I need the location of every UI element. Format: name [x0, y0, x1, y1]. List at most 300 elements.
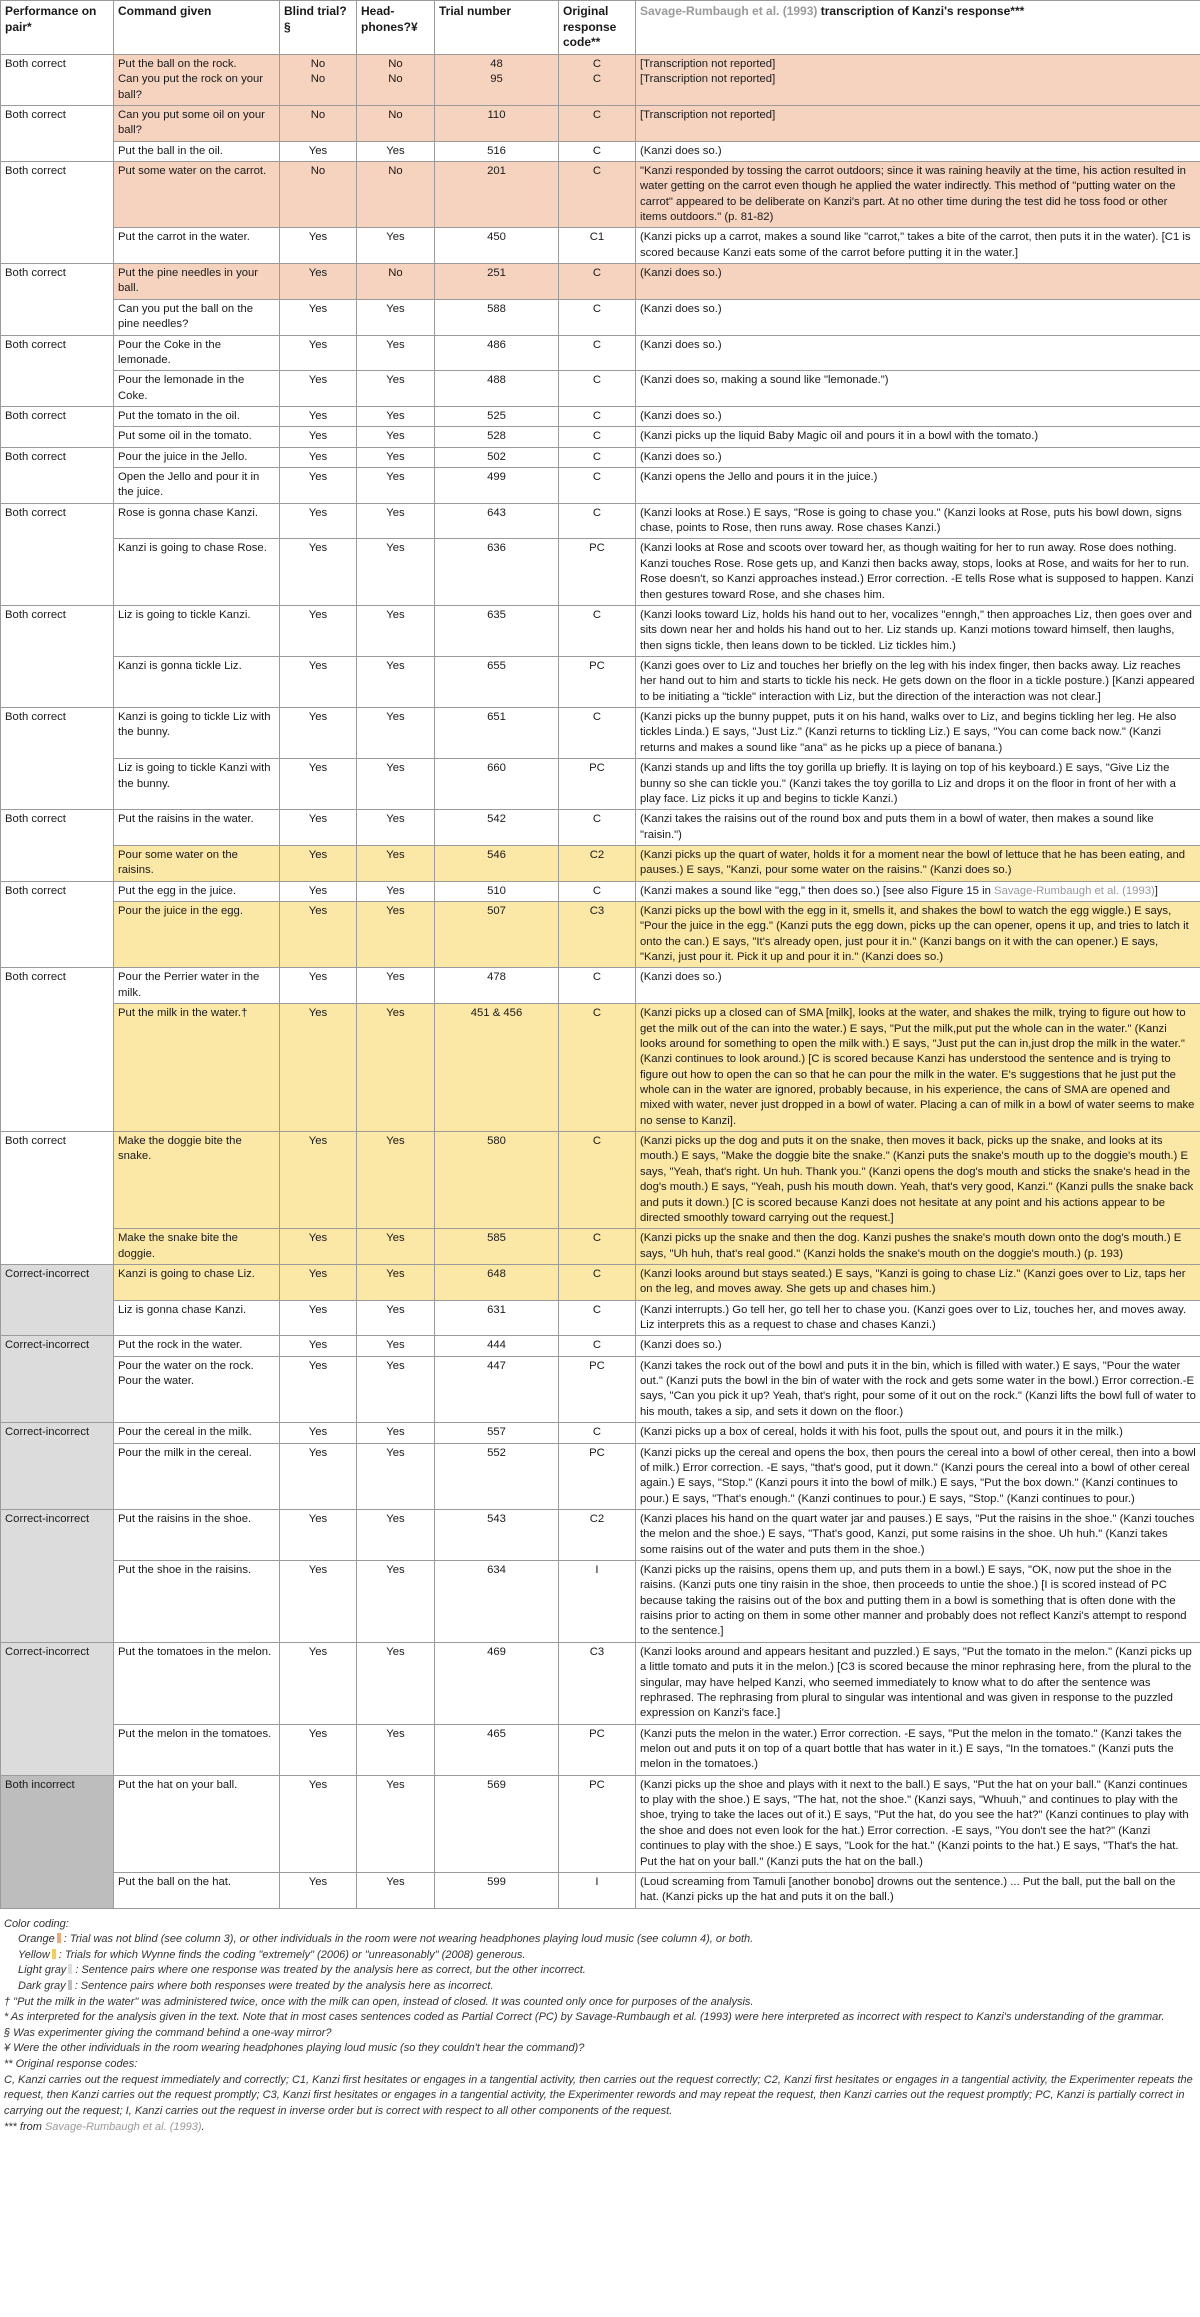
command-cell: Liz is going to tickle Kanzi.	[114, 605, 280, 656]
transcription-cell: (Kanzi takes the rock out of the bowl and puts it in the bin, which is filled with water.) E says, "Pour the water out." (Kanzi puts the bowl in the bin of water with the rock and gets some water in the bowl.) Error correction.-E says, "Can you pick it up? Yeah, that's right, pour some of it out on the rock." (Kanzi lifts the bowl full of water to his mouth, takes a sip, and sets it down on the floor.)	[636, 1356, 1200, 1422]
dark-gray-swatch	[68, 1980, 72, 1990]
headphones-cell: Yes	[357, 1724, 435, 1775]
blind-trial-cell: Yes	[280, 657, 357, 708]
trial-number-cell: 635	[435, 605, 559, 656]
response-code-cell: C	[559, 427, 636, 447]
headphones-cell: Yes	[357, 605, 435, 656]
table-row	[1, 1132, 1200, 1229]
table-row	[1, 468, 1200, 504]
table-row	[1, 1724, 1200, 1775]
table-row	[1, 264, 1200, 300]
response-code-cell: C	[559, 299, 636, 335]
trial-number-cell: 507	[435, 902, 559, 968]
trial-number-cell: 636	[435, 539, 559, 605]
command-cell: Make the snake bite the doggie.	[114, 1229, 280, 1265]
performance-cell: Both correct	[1, 881, 114, 968]
command-cell: Pour the milk in the cereal.	[114, 1443, 280, 1509]
table-row	[1, 1300, 1200, 1336]
table-row	[1, 708, 1200, 759]
blind-trial-cell: Yes	[280, 1872, 357, 1908]
blind-trial-cell: Yes	[280, 1724, 357, 1775]
response-code-cell: C	[559, 406, 636, 426]
blind-trial-cell: Yes	[280, 264, 357, 300]
response-code-cell: PC	[559, 1724, 636, 1775]
transcription-cell	[636, 881, 1200, 901]
blind-trial-cell: Yes	[280, 1300, 357, 1336]
command-cell: Put the milk in the water.†	[114, 1004, 280, 1132]
response-code-cell: C	[559, 881, 636, 901]
trial-number-cell: 48 95	[435, 54, 559, 105]
table-row	[1, 447, 1200, 467]
note-darkgray	[4, 1979, 1196, 1995]
transcription-cell: (Kanzi interrupts.) Go tell her, go tell her to chase you. (Kanzi goes over to Liz, touches her, and moves away. Liz interprets this as a request to chase and chases Kanzi.)	[636, 1300, 1200, 1336]
command-cell: Put some water on the carrot.	[114, 161, 280, 227]
command-cell: Put the tomatoes in the melon.	[114, 1642, 280, 1724]
transcription-cell: (Kanzi picks up a box of cereal, holds it with his foot, pulls the spout out, and pours it in the milk.)	[636, 1423, 1200, 1443]
transcription-cell: (Kanzi does so.)	[636, 335, 1200, 371]
table-row	[1, 141, 1200, 161]
table-row	[1, 427, 1200, 447]
note-codes-title: ** Original response codes:	[4, 2058, 138, 2071]
headphones-cell: Yes	[357, 1775, 435, 1872]
blind-trial-cell: Yes	[280, 881, 357, 901]
command-cell: Liz is going to tickle Kanzi with the bunny.	[114, 759, 280, 810]
trial-number-cell: 110	[435, 105, 559, 141]
transcription-cell: (Kanzi picks up the bowl with the egg in it, smells it, and shakes the bowl to watch the egg wiggle.) E says, "Pour the juice in the egg." (Kanzi puts the egg down, picks up the can opener, opens it up, and tries to latch it onto the can.) E says, "It's already open, just pour it in." (Kanzi bangs on it with the can opener.) E says, "Kanzi, just pour it. Pick it up and pour it in." (Kanzi does so.)	[636, 902, 1200, 968]
note-yellow	[4, 1948, 1196, 1964]
trial-number-cell: 569	[435, 1775, 559, 1872]
blind-trial-cell: No No	[280, 54, 357, 105]
response-code-cell: PC	[559, 1443, 636, 1509]
trial-number-cell: 643	[435, 503, 559, 539]
trial-number-cell: 585	[435, 1229, 559, 1265]
trial-number-cell: 510	[435, 881, 559, 901]
trial-number-cell: 478	[435, 968, 559, 1004]
table-row	[1, 881, 1200, 901]
performance-cell: Correct-incorrect	[1, 1336, 114, 1423]
blind-trial-cell: Yes	[280, 1229, 357, 1265]
transcription-cell: "Kanzi responded by tossing the carrot outdoors; since it was raining heavily at the time, his action resulted in water getting on the carrot even though he applied the water indirectly. This method of "putting water on the carrot" appeared to be deliberate on Kanzi's part. At no other time during the test did he toss food or other items outdoors." (p. 81-82)	[636, 161, 1200, 227]
transcription-cell: [Transcription not reported]	[636, 105, 1200, 141]
headphones-cell: Yes	[357, 1872, 435, 1908]
response-code-cell: C3	[559, 902, 636, 968]
command-cell: Kanzi is gonna tickle Liz.	[114, 657, 280, 708]
table-row	[1, 54, 1200, 105]
command-cell: Put the pine needles in your ball.	[114, 264, 280, 300]
response-code-cell: C	[559, 371, 636, 407]
headphones-cell: Yes	[357, 1132, 435, 1229]
headphones-cell: Yes	[357, 468, 435, 504]
transcription-text-end: ]	[1154, 884, 1158, 897]
response-code-cell: PC	[559, 1356, 636, 1422]
command-cell: Pour the Coke in the lemonade.	[114, 335, 280, 371]
headphones-cell: Yes	[357, 1336, 435, 1356]
response-code-cell: C C	[559, 54, 636, 105]
table-row	[1, 1872, 1200, 1908]
performance-cell: Both correct	[1, 503, 114, 605]
headphones-cell: Yes	[357, 708, 435, 759]
command-cell: Put the ball on the hat.	[114, 1872, 280, 1908]
response-code-cell: C	[559, 1300, 636, 1336]
trial-number-cell: 543	[435, 1509, 559, 1560]
command-cell: Put the shoe in the raisins.	[114, 1561, 280, 1643]
blind-trial-cell: Yes	[280, 968, 357, 1004]
transcription-cell: (Kanzi goes over to Liz and touches her briefly on the leg with his index finger, then backs away. Liz reaches her hand out to him and starts to tickle his neck. He gets down on the floor in a tickle posture.) [Kanzi appeared to be initiating a "tickle" interaction with Liz, but the direction of the interaction was not clear.]	[636, 657, 1200, 708]
command-cell: Can you put the ball on the pine needles?	[114, 299, 280, 335]
note-triple-star	[4, 2120, 1196, 2136]
performance-cell: Both correct	[1, 708, 114, 810]
performance-cell: Both incorrect	[1, 1775, 114, 1908]
note-darkgray-label: Dark gray	[18, 1980, 66, 1993]
command-cell: Pour some water on the raisins.	[114, 845, 280, 881]
transcription-cell: (Kanzi picks up a carrot, makes a sound like "carrot," takes a bite of the carrot, then puts it in the water). [C1 is scored because Kanzi eats some of the carrot before putting it in the water.]	[636, 228, 1200, 264]
command-cell: Put some oil in the tomato.	[114, 427, 280, 447]
headphones-cell: Yes	[357, 1229, 435, 1265]
table-row	[1, 406, 1200, 426]
response-code-cell: PC	[559, 539, 636, 605]
trial-number-cell: 450	[435, 228, 559, 264]
table-row	[1, 503, 1200, 539]
response-code-cell: C	[559, 1229, 636, 1265]
transcription-cell: (Kanzi puts the melon in the water.) Error correction. -E says, "Put the melon in the tomato." (Kanzi takes the melon out and puts it on top of a quart bottle that has water in it.) E says, "In the tomatoes." (Kanzi puts the melon in the tomatoes.)	[636, 1724, 1200, 1775]
response-code-cell: C	[559, 605, 636, 656]
header-transcription	[636, 1, 1200, 55]
note-orange-text: : Trial was not blind (see column 3), or other individuals in the room were not wearing headphones playing loud music (see column 4), or both.	[63, 1933, 754, 1946]
transcription-cell: (Kanzi picks up the quart of water, holds it for a moment near the bowl of lettuce that he has been eating, and pauses.) E says, "Kanzi, pour some water on the raisins." (Kanzi does so.)	[636, 845, 1200, 881]
blind-trial-cell: No	[280, 105, 357, 141]
performance-cell: Both correct	[1, 968, 114, 1132]
trial-number-cell: 251	[435, 264, 559, 300]
response-code-cell: C	[559, 1336, 636, 1356]
note-section: § Was experimenter giving the command behind a one-way mirror?	[4, 2026, 332, 2039]
headphones-cell: Yes	[357, 299, 435, 335]
command-cell: Put the carrot in the water.	[114, 228, 280, 264]
note-yellow-text: : Trials for which Wynne finds the coding "extremely" (2006) or "unreasonably" (2008) generous.	[58, 1948, 526, 1961]
blind-trial-cell: Yes	[280, 427, 357, 447]
trial-number-cell: 580	[435, 1132, 559, 1229]
headphones-cell: Yes	[357, 1423, 435, 1443]
header-transcription-citation: Savage-Rumbaugh et al. (1993)	[640, 4, 818, 18]
trial-number-cell: 542	[435, 810, 559, 846]
blind-trial-cell: Yes	[280, 141, 357, 161]
performance-cell: Both correct	[1, 264, 114, 335]
transcription-cell: (Kanzi does so.)	[636, 447, 1200, 467]
headphones-cell: Yes	[357, 657, 435, 708]
response-code-cell: C3	[559, 1642, 636, 1724]
response-code-cell: C	[559, 161, 636, 227]
response-code-cell: C2	[559, 845, 636, 881]
blind-trial-cell: Yes	[280, 1356, 357, 1422]
trial-number-cell: 451 & 456	[435, 1004, 559, 1132]
response-code-cell: PC	[559, 759, 636, 810]
trial-number-cell: 552	[435, 1443, 559, 1509]
table-notes	[0, 1909, 1200, 2136]
table-row	[1, 539, 1200, 605]
blind-trial-cell: Yes	[280, 605, 357, 656]
note-darkgray-text: : Sentence pairs where both responses were treated by the analysis here as incorrect.	[74, 1980, 494, 1993]
header-code: Original response code**	[559, 1, 636, 55]
response-code-cell: C	[559, 264, 636, 300]
blind-trial-cell: Yes	[280, 406, 357, 426]
transcription-text: (Kanzi makes a sound like "egg," then does so.) [see also Figure 15 in	[640, 884, 995, 897]
headphones-cell: Yes	[357, 141, 435, 161]
table-row	[1, 335, 1200, 371]
trial-number-cell: 631	[435, 1300, 559, 1336]
command-cell: Put the raisins in the water.	[114, 810, 280, 846]
performance-cell: Both correct	[1, 1132, 114, 1265]
blind-trial-cell: Yes	[280, 1443, 357, 1509]
performance-cell: Both correct	[1, 810, 114, 881]
response-code-cell: C	[559, 1132, 636, 1229]
headphones-cell: Yes	[357, 1561, 435, 1643]
note-dagger: † "Put the milk in the water" was administered twice, once with the milk can open, instead of closed. It was counted only once for purposes of the analysis.	[4, 1995, 754, 2008]
response-code-cell: C	[559, 1423, 636, 1443]
trial-number-cell: 499	[435, 468, 559, 504]
header-headphones: Head-phones?¥	[357, 1, 435, 55]
header-command: Command given	[114, 1, 280, 55]
response-code-cell: PC	[559, 657, 636, 708]
blind-trial-cell: Yes	[280, 503, 357, 539]
blind-trial-cell: Yes	[280, 1775, 357, 1872]
transcription-cell: (Kanzi picks up the snake and then the dog. Kanzi pushes the snake's mouth down onto the dog's mouth.) E says, "Uh huh, that's real good." (Kanzi holds the snake's mouth on the doggie's mouth.) (p. 193)	[636, 1229, 1200, 1265]
table-body	[1, 54, 1200, 1908]
command-cell: Pour the Perrier water in the milk.	[114, 968, 280, 1004]
response-code-cell: C	[559, 503, 636, 539]
trial-number-cell: 201	[435, 161, 559, 227]
table-row	[1, 1423, 1200, 1443]
command-cell: Pour the water on the rock. Pour the water.	[114, 1356, 280, 1422]
performance-cell: Both correct	[1, 447, 114, 503]
blind-trial-cell: Yes	[280, 1336, 357, 1356]
header-transcription-label: transcription of Kanzi's response***	[817, 4, 1025, 18]
command-cell: Put the tomato in the oil.	[114, 406, 280, 426]
header-performance: Performance on pair*	[1, 1, 114, 55]
trial-number-cell: 516	[435, 141, 559, 161]
blind-trial-cell: Yes	[280, 468, 357, 504]
trial-number-cell: 655	[435, 657, 559, 708]
table-row	[1, 161, 1200, 227]
command-cell: Can you put some oil on your ball?	[114, 105, 280, 141]
command-cell: Put the ball in the oil.	[114, 141, 280, 161]
table-row	[1, 371, 1200, 407]
header-trial: Trial number	[435, 1, 559, 55]
performance-cell: Both correct	[1, 335, 114, 406]
response-code-cell: C	[559, 105, 636, 141]
command-cell: Put the ball on the rock. Can you put the rock on your ball?	[114, 54, 280, 105]
note-yen: ¥ Were the other individuals in the room wearing headphones playing loud music (so they couldn't hear the command)?	[4, 2042, 585, 2055]
table-row	[1, 810, 1200, 846]
table-row	[1, 605, 1200, 656]
transcription-cell: (Kanzi picks up the raisins, opens them up, and puts them in a bowl.) E says, "OK, now put the shoe in the raisins. (Kanzi puts one tiny raisin in the shoe, then proceeds to untie the shoe.) [I is scored instead of PC because taking the raisins out of the box and putting them in a bowl is something that is often done with the raisins prior to acting on them in some other manner and probably does not reflect Kanzi's attempt to respond to the sentence.]	[636, 1561, 1200, 1643]
headphones-cell: Yes	[357, 902, 435, 968]
blind-trial-cell: Yes	[280, 1509, 357, 1560]
headphones-cell: Yes	[357, 371, 435, 407]
command-cell: Liz is gonna chase Kanzi.	[114, 1300, 280, 1336]
response-code-cell: C	[559, 810, 636, 846]
trial-number-cell: 488	[435, 371, 559, 407]
transcription-cell: (Kanzi does so.)	[636, 299, 1200, 335]
note-lightgray-text: : Sentence pairs where one response was treated by the analysis here as correct, but the other incorrect.	[75, 1964, 586, 1977]
trial-number-cell: 588	[435, 299, 559, 335]
performance-cell: Both correct	[1, 105, 114, 161]
table-row	[1, 105, 1200, 141]
header-blind: Blind trial? §	[280, 1, 357, 55]
command-cell: Pour the juice in the Jello.	[114, 447, 280, 467]
command-cell: Kanzi is going to tickle Liz with the bunny.	[114, 708, 280, 759]
table-row	[1, 759, 1200, 810]
performance-cell: Both correct	[1, 54, 114, 105]
blind-trial-cell: Yes	[280, 1004, 357, 1132]
blind-trial-cell: Yes	[280, 902, 357, 968]
transcription-cell: (Kanzi looks around and appears hesitant and puzzled.) E says, "Put the tomato in the melon." (Kanzi picks up a little tomato and puts it in the melon.) [C3 is scored because the minor rephrasing here, from the plural to the singular, may have helped Kanzi, who seemed immediately to know what to do after the sentence was rephrased. The rephrasing from plural to singular was intentional and was given in response to the puzzled expression on Kanzi's face.]	[636, 1642, 1200, 1724]
table-row	[1, 1356, 1200, 1422]
note-codes-text: C, Kanzi carries out the request immediately and correctly; C1, Kanzi first hesitates or engages in a tangential activity, then carries out the request correctly; C2, Kanzi first hesitates or engages in a tangential activity, the Experimenter repeats the request, then Kanzi carries out the request promptly; C3, Kanzi first hesitates or engages in a tangential activity, the Experimenter rewords and may repeat the request, then Kanzi carries out the request promptly; PC, Kanzi is partially correct in carrying out the request; I, Kanzi carries out the request in inverse order but is correct with respect to all other components of the request.	[4, 2073, 1193, 2117]
transcription-cell: (Kanzi picks up the shoe and plays with it next to the ball.) E says, "Put the hat on your ball." (Kanzi continues to play with the shoe.) E says, "The hat, not the shoe." (Kanzi says, "Whuuh," and continues to play with the shoe, trying to take the laces out of it.) E says, "Put the hat, do you see the hat?" (Kanzi continues to play with the shoe and does not even look for the hat.) Error correction. -E says, "You don't see the hat?" (Kanzi continues to play with the shoe.) E says, "Look for the hat." (Kanzi points to the hat.) E says, "That's the hat. Put the hat on your ball." (Kanzi puts the hat on the ball.)	[636, 1775, 1200, 1872]
performance-cell: Correct-incorrect	[1, 1642, 114, 1775]
headphones-cell: Yes	[357, 406, 435, 426]
blind-trial-cell: Yes	[280, 371, 357, 407]
note-triple-prefix: *** from	[4, 2120, 45, 2133]
table-row	[1, 1642, 1200, 1724]
command-cell: Kanzi is going to chase Rose.	[114, 539, 280, 605]
command-cell: Put the hat on your ball.	[114, 1775, 280, 1872]
headphones-cell: Yes	[357, 1264, 435, 1300]
table-row	[1, 1229, 1200, 1265]
blind-trial-cell: Yes	[280, 845, 357, 881]
headphones-cell: Yes	[357, 539, 435, 605]
note-lightgray-label: Light gray	[18, 1964, 67, 1977]
response-code-cell: C2	[559, 1509, 636, 1560]
command-cell: Kanzi is going to chase Liz.	[114, 1264, 280, 1300]
response-code-cell: C	[559, 1004, 636, 1132]
performance-cell: Both correct	[1, 161, 114, 263]
transcription-cell: (Kanzi opens the Jello and pours it in the juice.)	[636, 468, 1200, 504]
transcription-cell: (Kanzi picks up the dog and puts it on the snake, then moves it back, picks up the snake, and looks at its mouth.) E says, "Make the doggie bite the snake." (Kanzi puts the snake's mouth up to the doggie's mouth.) E says, "Yeah, that's right. Un huh. Thank you." (Kanzi opens the dog's mouth and sticks the snake's head in the dog's mouth.) E says, "Yeah, push his mouth down. Yeah, that's very good, Kanzi." (Kanzi pulls the snake back and puts it down.) [C is scored because Kanzi does not hesitate at any point and his actions appear to be directed smoothly toward carrying out the request.]	[636, 1132, 1200, 1229]
response-code-cell: C	[559, 1264, 636, 1300]
headphones-cell: No	[357, 264, 435, 300]
transcription-cell: (Kanzi stands up and lifts the toy gorilla up briefly. It is laying on top of his keyboard.) E says, "Give Liz the bunny so she can tickle you." (Kanzi takes the toy gorilla to Liz and drops it on the floor in front of her with a play face. Liz picks it up and begins to tickle Kanzi.)	[636, 759, 1200, 810]
headphones-cell: Yes	[357, 503, 435, 539]
transcription-cell: (Kanzi does so.)	[636, 968, 1200, 1004]
trial-number-cell: 465	[435, 1724, 559, 1775]
trial-number-cell: 525	[435, 406, 559, 426]
performance-cell: Both correct	[1, 605, 114, 707]
command-cell: Make the doggie bite the snake.	[114, 1132, 280, 1229]
blind-trial-cell: Yes	[280, 1561, 357, 1643]
transcription-cell: (Kanzi places his hand on the quart water jar and pauses.) E says, "Put the raisins in the shoe." (Kanzi touches the melon and the shoe.) E says, "That's good, Kanzi, put some raisins in the shoe. Uh huh." (Kanzi takes some raisins out of the water and puts them in the shoe.)	[636, 1509, 1200, 1560]
response-code-cell: C	[559, 447, 636, 467]
blind-trial-cell: No	[280, 161, 357, 227]
table-header	[1, 1, 1200, 55]
trial-number-cell: 651	[435, 708, 559, 759]
trial-number-cell: 447	[435, 1356, 559, 1422]
trial-number-cell: 634	[435, 1561, 559, 1643]
headphones-cell: No No	[357, 54, 435, 105]
table-row	[1, 1509, 1200, 1560]
table-row	[1, 1775, 1200, 1872]
response-code-cell: C	[559, 968, 636, 1004]
headphones-cell: Yes	[357, 845, 435, 881]
transcription-citation: Savage-Rumbaugh et al. (1993)	[994, 884, 1155, 897]
command-cell: Pour the cereal in the milk.	[114, 1423, 280, 1443]
table-row	[1, 1443, 1200, 1509]
trial-number-cell: 546	[435, 845, 559, 881]
command-cell: Open the Jello and pour it in the juice.	[114, 468, 280, 504]
note-orange	[4, 1932, 1196, 1948]
headphones-cell: Yes	[357, 1300, 435, 1336]
note-yellow-label: Yellow	[18, 1948, 50, 1961]
headphones-cell: Yes	[357, 1356, 435, 1422]
transcription-cell: (Kanzi takes the raisins out of the round box and puts them in a bowl of water, then makes a sound like "raisin.")	[636, 810, 1200, 846]
transcription-cell: (Kanzi picks up the cereal and opens the box, then pours the cereal into a bowl of other cereal, then into a bowl of milk.) Error correction. -E says, "that's good, put it down." (Kanzi pours the cereal into a bowl of other cereal again.) E says, "Stop." (Kanzi pours it into the bowl of milk.) E says, "Put the box down." (Kanzi continues to pour.) E says, "That's enough." (Kanzi continues to pour.) E says, "Stop." (Kanzi continues to pour.)	[636, 1443, 1200, 1509]
transcription-cell: (Kanzi picks up the liquid Baby Magic oil and pours it in a bowl with the tomato.)	[636, 427, 1200, 447]
blind-trial-cell: Yes	[280, 708, 357, 759]
note-lightgray	[4, 1963, 1196, 1979]
transcription-cell: (Kanzi looks at Rose and scoots over toward her, as though waiting for her to run away. Rose does nothing. Kanzi touches Rose. Rose gets up, and Kanzi then backs away, stops, looks at Rose, and waits for her to run. Rose doesn't, so Kanzi approaches instead.) Error correction. -E tells Rose what is supposed to happen. Kanzi then gestures toward Rose, and she chases him.	[636, 539, 1200, 605]
table-row	[1, 1264, 1200, 1300]
performance-cell: Correct-incorrect	[1, 1264, 114, 1335]
headphones-cell: Yes	[357, 1004, 435, 1132]
orange-swatch	[57, 1933, 61, 1943]
transcription-cell: (Kanzi picks up a closed can of SMA [milk], looks at the water, and shakes the milk, trying to figure out how to get the milk out of the can into the water.) E says, "Put the milk,put put the whole can in the water." (Kanzi looks around for something to open the milk with.) E says, "Just put the can in,just drop the milk in the water." (Kanzi continues to look around.) [C is scored because Kanzi has understood the sentence and is trying to figure out how to open the can so that he can pour the milk in the water. E's suggestions that he just put the whole can in the water are ignored, probably because, in his experience, the cans of SMA are opened and mixed with water, never just dropped in a bowl of water. Placing a can of milk in a bowl of water seems to make no sense to Kanzi].	[636, 1004, 1200, 1132]
transcription-cell: (Kanzi does so.)	[636, 264, 1200, 300]
transcription-cell: (Kanzi picks up the bunny puppet, puts it on his hand, walks over to Liz, and begins tickling her leg. He also tickles Linda.) E says, "Just Liz." (Kanzi returns to tickling Liz.) E says, "You can come back now." (Kanzi returns and makes a sound like "ana" as he picks up a piece of banana.)	[636, 708, 1200, 759]
command-cell: Put the raisins in the shoe.	[114, 1509, 280, 1560]
trial-number-cell: 444	[435, 1336, 559, 1356]
headphones-cell: Yes	[357, 810, 435, 846]
performance-cell: Correct-incorrect	[1, 1423, 114, 1510]
command-cell: Put the egg in the juice.	[114, 881, 280, 901]
blind-trial-cell: Yes	[280, 299, 357, 335]
blind-trial-cell: Yes	[280, 447, 357, 467]
transcription-cell: (Kanzi does so.)	[636, 406, 1200, 426]
transcription-cell: (Loud screaming from Tamuli [another bonobo] drowns out the sentence.) ... Put the ball, put the ball on the hat. (Kanzi picks up the hat and puts it on the ball.)	[636, 1872, 1200, 1908]
trial-number-cell: 528	[435, 427, 559, 447]
headphones-cell: Yes	[357, 447, 435, 467]
blind-trial-cell: Yes	[280, 228, 357, 264]
performance-cell: Correct-incorrect	[1, 1509, 114, 1642]
blind-trial-cell: Yes	[280, 1264, 357, 1300]
table-row	[1, 299, 1200, 335]
response-code-cell: C	[559, 141, 636, 161]
transcription-cell: (Kanzi looks toward Liz, holds his hand out to her, vocalizes "enngh," then approaches Liz, then goes over and sits down near her and holds his hand out to her. Liz stands up. Kanzi motions toward himself, then laughs, then signs tickle, then leans down to be tickled. Liz tickles him.)	[636, 605, 1200, 656]
transcription-cell: (Kanzi does so.)	[636, 1336, 1200, 1356]
note-orange-label: Orange	[18, 1933, 55, 1946]
table-row	[1, 657, 1200, 708]
transcription-cell: (Kanzi looks around but stays seated.) E says, "Kanzi is going to chase Liz." (Kanzi goes over to Liz, taps her on the leg, and moves away. She gets up and chases him.)	[636, 1264, 1200, 1300]
command-cell: Pour the juice in the egg.	[114, 902, 280, 968]
blind-trial-cell: Yes	[280, 335, 357, 371]
headphones-cell: No	[357, 161, 435, 227]
trial-number-cell: 557	[435, 1423, 559, 1443]
trial-number-cell: 599	[435, 1872, 559, 1908]
note-triple-end: .	[201, 2120, 205, 2133]
response-code-cell: C	[559, 708, 636, 759]
table-row	[1, 902, 1200, 968]
blind-trial-cell: Yes	[280, 759, 357, 810]
trial-number-cell: 486	[435, 335, 559, 371]
blind-trial-cell: Yes	[280, 539, 357, 605]
command-cell: Rose is gonna chase Kanzi.	[114, 503, 280, 539]
headphones-cell: Yes	[357, 228, 435, 264]
trial-number-cell: 469	[435, 1642, 559, 1724]
transcription-cell: (Kanzi does so.)	[636, 141, 1200, 161]
table-row	[1, 1004, 1200, 1132]
yellow-swatch	[52, 1949, 56, 1959]
blind-trial-cell: Yes	[280, 810, 357, 846]
response-code-cell: C	[559, 468, 636, 504]
color-coding-title: Color coding:	[4, 1917, 69, 1930]
